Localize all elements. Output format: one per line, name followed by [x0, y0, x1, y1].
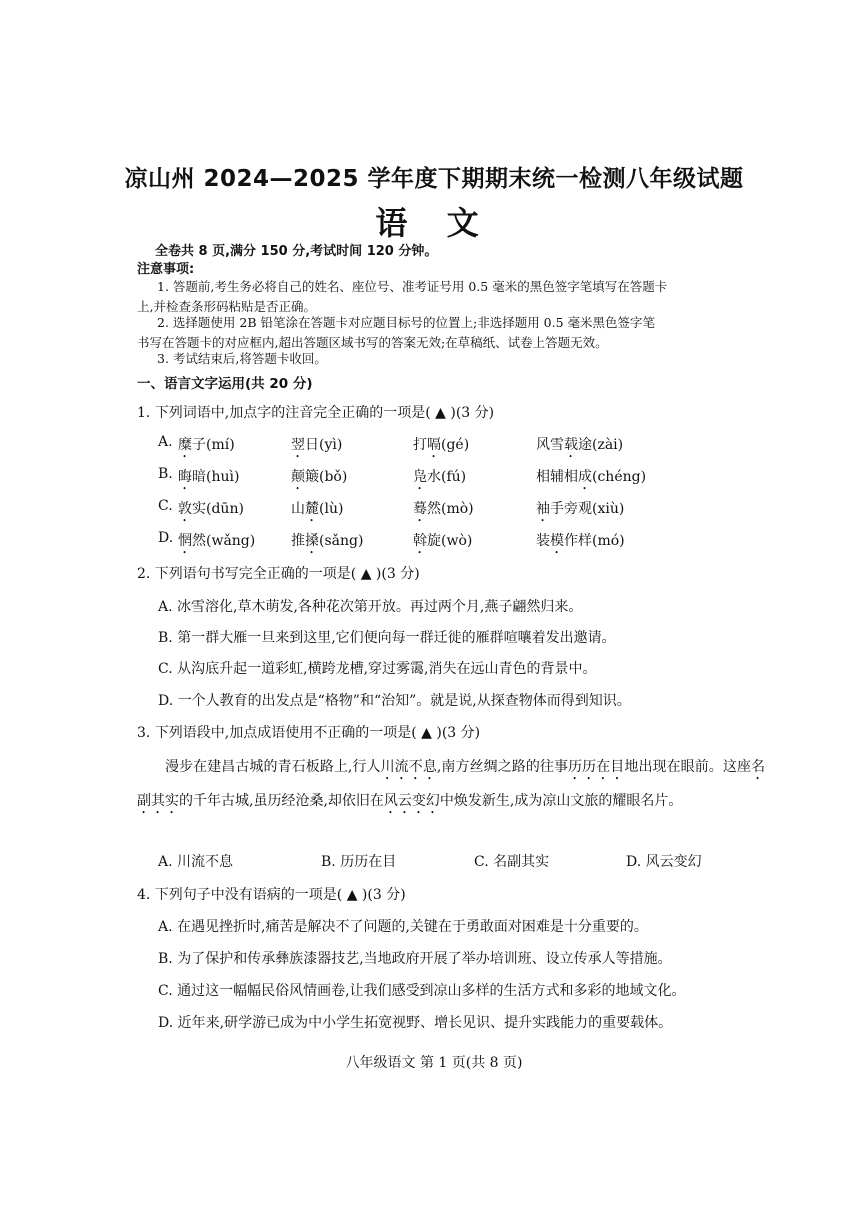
question-1-word-post: 然(mò)	[427, 501, 474, 517]
question-1-word-post: 日(yì)	[305, 437, 343, 453]
question-1-word	[291, 530, 363, 557]
question-1-word	[178, 530, 255, 557]
question-1-word-dot: 斡	[413, 533, 427, 549]
question-1-word-post: 子(mí)	[192, 437, 235, 453]
question-1-word-post: 旋(wò)	[427, 533, 473, 549]
question-1-word-pre: 装	[536, 533, 550, 549]
question-1-word-pre: 风雪	[536, 437, 564, 453]
question-1-word	[178, 434, 235, 461]
question-1-word-dot: 模	[550, 533, 564, 549]
question-1-stem: 1. 下列词语中,加点字的注音完全正确的一项是( ▲ )(3 分)	[137, 405, 495, 421]
passage-text-1: 漫步在建昌古城的青石板路上,行人	[165, 759, 381, 775]
passage-text-2: ,南方丝绸之路的往事	[436, 759, 569, 775]
question-1-word-dot: 惘	[178, 533, 192, 549]
question-1-word-dot: 载	[564, 437, 578, 453]
question-1-word-pre: 推	[291, 533, 305, 549]
question-3-option-c: C. 名副其实	[474, 854, 550, 870]
notice-item-1-line-2: 上,并检查条形码粘贴是否正确。	[137, 299, 316, 314]
question-1-word-post: 作样(mó)	[564, 533, 625, 549]
section-heading: 一、语言文字运用(共 20 分)	[137, 376, 313, 392]
notice-heading: 注意事项:	[137, 262, 195, 277]
question-1-word	[536, 466, 646, 493]
notice-item-2-line-2: 书写在答题卡的对应框内,超出答题区域书写的答案无效;在草稿纸、试卷上答题无效。	[137, 335, 608, 350]
question-1-word-post: (gé)	[441, 437, 470, 453]
question-1-word-dot: 蓦	[413, 501, 427, 517]
question-1-word	[413, 530, 472, 557]
passage-idiom-2: 历历在目	[568, 759, 625, 775]
question-1-word-post: 实(dūn)	[192, 501, 244, 517]
question-1-word	[178, 498, 244, 525]
question-1-word-pre: 打	[413, 437, 427, 453]
page-footer: 八年级语文 第 1 页(共 8 页)	[345, 1055, 523, 1071]
notice-item-3-text: 3. 考试结束后,将答题卡收回。	[157, 351, 327, 366]
passage-idiom-3: 名副其实	[137, 759, 766, 809]
question-2-option-d: D. 一个人教育的出发点是“格物”和“治知”。就是说,从探查物体而得到知识。	[158, 693, 631, 709]
question-1-word-dot: 嗝	[427, 437, 441, 453]
question-3-option-a: A. 川流不息	[158, 854, 234, 870]
question-1-word-dot: 敦	[178, 501, 192, 517]
question-1-word-dot: 麓	[305, 501, 319, 517]
question-1-option-label: B.	[158, 466, 173, 482]
question-1-word-dot: 晦	[178, 469, 192, 485]
question-1-word-dot: 成	[578, 469, 592, 485]
question-1-word-post: 水(fú)	[427, 469, 467, 485]
question-1-word	[536, 498, 624, 525]
question-1-word-dot: 袖	[536, 501, 550, 517]
question-2-option-b: B. 第一群大雁一旦来到这里,它们便向每一群迁徙的雁群喧嚷着发出邀请。	[158, 630, 616, 646]
question-1-word-post: (lù)	[319, 501, 344, 517]
question-4-option-b: B. 为了保护和传承彝族漆器技艺,当地政府开展了举办培训班、设立传承人等措施。	[158, 951, 672, 967]
question-1-word-post: 簸(bǒ)	[305, 469, 348, 485]
question-2-option-a: A. 冰雪溶化,草木萌发,各种花次第开放。再过两个月,燕子翩然归来。	[158, 599, 583, 615]
question-1-word-post: 途(zài)	[578, 437, 624, 453]
question-1-word-post: 手旁观(xiù)	[550, 501, 625, 517]
question-1-word-dot: 搡	[305, 533, 319, 549]
question-1-word-post: (sǎng)	[319, 533, 364, 549]
exam-meta: 全卷共 8 页,满分 150 分,考试时间 120 分钟。	[155, 244, 438, 259]
question-3-option-d: D. 风云变幻	[626, 854, 702, 870]
question-2-stem: 2. 下列语句书写完全正确的一项是( ▲ )(3 分)	[137, 566, 420, 582]
question-1-word	[291, 498, 343, 525]
question-1-word-post: 暗(huì)	[192, 469, 240, 485]
question-1-word	[291, 466, 347, 493]
question-1-word-dot: 凫	[413, 469, 427, 485]
question-1-word-post: (chéng)	[592, 469, 647, 485]
notice-item-2-line-1: 2. 选择题使用 2B 铅笔涂在答题卡对应题目标号的位置上;非选择题用 0.5 毫米黑色签字笔	[157, 315, 656, 330]
question-1-word	[413, 466, 466, 493]
question-1-option-label: A.	[158, 434, 173, 450]
question-1-word	[536, 530, 625, 557]
notice-item-1	[137, 277, 765, 317]
notice-item-1-line-1: 1. 答题前,考生务必将自己的姓名、座位号、准考证号用 0.5 毫米的黑色签字笔填写在答题卡	[157, 279, 668, 294]
question-2-option-c: C. 从沟底升起一道彩虹,横跨龙槽,穿过雾霭,消失在远山青色的背景中。	[158, 661, 597, 677]
exam-title: 凉山州 2024—2025 学年度下期期末统一检测八年级试题	[124, 166, 744, 192]
question-1-word-post: 然(wǎng)	[192, 533, 256, 549]
passage-idiom-4: 风云变幻	[383, 793, 440, 809]
question-1-option-label: D.	[158, 530, 174, 546]
question-1-word	[413, 498, 474, 525]
question-1-option-label: C.	[158, 498, 173, 514]
question-1-word-pre: 山	[291, 501, 305, 517]
passage-text-3: 地出现在眼前。这座	[624, 759, 752, 775]
question-4-option-a: A. 在遇见挫折时,痛苦是解决不了问题的,关键在于勇敢面对困难是十分重要的。	[158, 919, 648, 935]
notice-item-3	[137, 349, 765, 369]
question-1-word-pre: 相辅相	[536, 469, 578, 485]
passage-text-5: 中焕发新生,成为凉山文旅的耀眼名片。	[439, 793, 683, 809]
passage-text-4: 的千年古城,虽历经沧桑,却依旧在	[179, 793, 384, 809]
question-1-word-dot: 翌	[291, 437, 305, 453]
question-1-word-dot: 颠	[291, 469, 305, 485]
question-1-word	[536, 434, 623, 461]
question-3-option-b: B. 历历在目	[321, 854, 397, 870]
question-3-stem: 3. 下列语段中,加点成语使用不正确的一项是( ▲ )(3 分)	[137, 725, 481, 741]
question-1-word	[413, 434, 469, 461]
question-4-stem: 4. 下列句子中没有语病的一项是( ▲ )(3 分)	[137, 887, 406, 903]
notice-item-2	[137, 313, 765, 353]
question-4-option-d: D. 近年来,研学游已成为中小学生拓宽视野、增长见识、提升实践能力的重要载体。	[158, 1015, 673, 1031]
question-4-option-c: C. 通过这一幅幅民俗风情画卷,让我们感受到凉山多样的生活方式和多彩的地域文化。	[158, 983, 686, 999]
question-1-word	[178, 466, 239, 493]
subject-title: 语 文	[375, 204, 493, 242]
question-1-word	[291, 434, 342, 461]
passage-idiom-1: 川流不息	[380, 759, 437, 775]
question-3-passage	[137, 750, 765, 818]
question-1-word-dot: 糜	[178, 437, 192, 453]
